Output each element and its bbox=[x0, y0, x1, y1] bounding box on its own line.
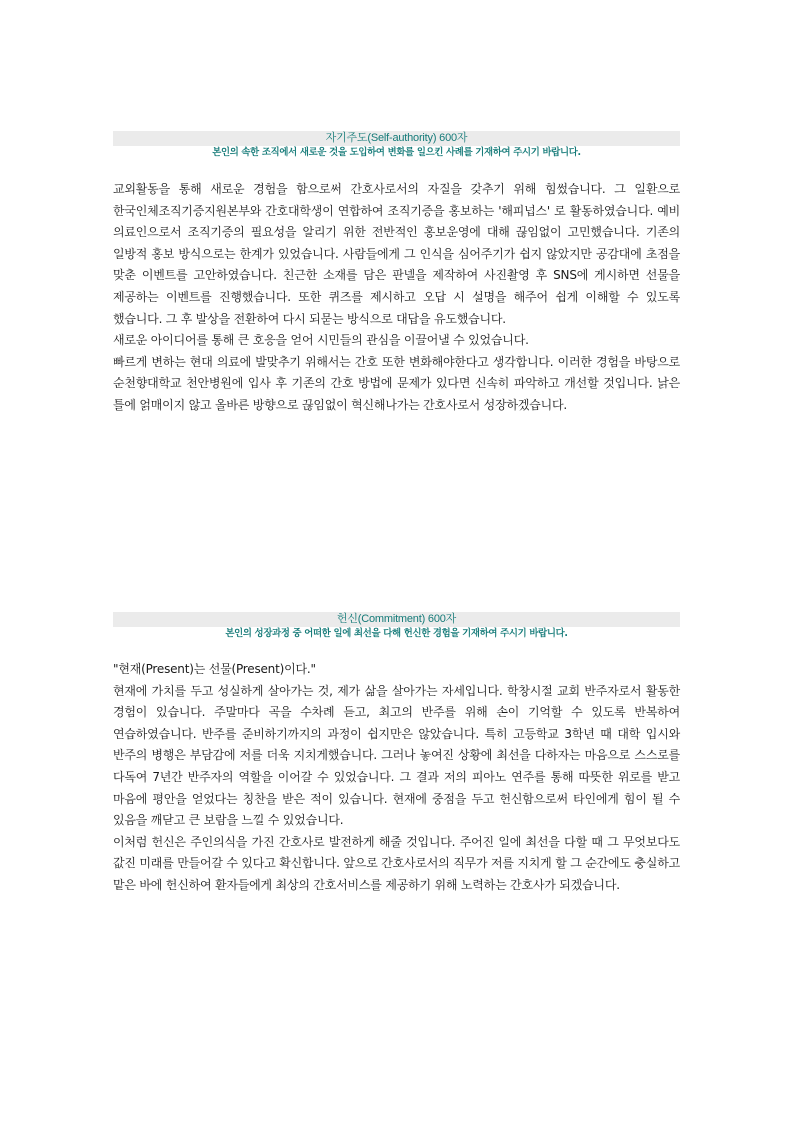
section-title: 자기주도(Self-authority) 600자 bbox=[113, 131, 680, 146]
answer-paragraph: 현재에 가치를 두고 성실하게 살아가는 것, 제가 삶을 살아가는 자세입니다. 학창시절 교회 반주자로서 활동한 경험이 있습니다. 주말마다 곡을 수차례 듣고, 최고의 반주를 위해 손이 기억할 수 있도록 반복하여 연습하였습니다. 반주를 준비하기까지의 과정이 쉽지만은 않았습니다. 특히 고등학교 3학년 때 대학 입시와 반주의 병행은 부담감에 저를 더욱 지치게했습니다. 그러나 놓여진 상황에 최선을 다하자는 마음으로 스스로를 다독여 7년간 반주자의 역할을 이어갈 수 있었습니다. 그 결과 저의 피아노 연주를 통해 따뜻한 위로를 받고 마음에 평안을 얻었다는 칭찬을 받은 적이 있습니다. 현재에 중점을 두고 헌신함으로써 타인에게 힘이 될 수 있음을 깨닫고 큰 보람을 느낄 수 있었습니다. bbox=[113, 683, 680, 828]
section-question: 본인의 속한 조직에서 새로운 것을 도입하여 변화를 일으킨 사례를 기재하여 주시기 바랍니다. bbox=[212, 147, 581, 158]
answer-paragraph: 교외활동을 통해 새로운 경험을 함으로써 간호사로서의 자질을 갖추기 위해 힘썼습니다. 그 일환으로 한국인체조직기증지원본부와 간호대학생이 연합하여 조직기증을 홍보하는 '해피넙스' 로 활동하였습니다. 예비 의료인으로서 조직기증의 필요성을 알리기 위한 전반적인 홍보운영에 대해 끊임없이 고민했습니다. 기존의 일방적 홍보 방식으로는 한계가 있었습니다. 사람들에게 그 인식을 심어주기가 쉽지 않았지만 공감대에 초점을 맞춘 이벤트를 고안하였습니다. 친근한 소재를 담은 판넬을 제작하여 사진촬영 후 SNS에 게시하면 선물을 제공하는 이벤트를 진행했습니다. 또한 퀴즈를 제시하고 오답 시 설명을 해주어 쉽게 이해할 수 있도록 했습니다. 그 후 발상을 전환하여 다시 되묻는 방식으로 대답을 유도했습니다. bbox=[113, 182, 680, 326]
section-question: 본인의 성장과정 중 어떠한 일에 최선을 다해 헌신한 경험을 기재하여 주시기 바랍니다. bbox=[225, 628, 568, 639]
answer-paragraph: 새로운 아이디어를 통해 큰 호응을 얻어 시민들의 관심을 이끌어낼 수 있었습니다. bbox=[113, 333, 529, 348]
answer-body bbox=[113, 659, 680, 897]
answer-body bbox=[113, 179, 680, 417]
section-self-authority bbox=[113, 131, 680, 417]
section-title: 헌신(Commitment) 600자 bbox=[113, 612, 680, 627]
answer-paragraph: 이처럼 헌신은 주인의식을 가진 간호사로 발전하게 해줄 것입니다. 주어진 일에 최선을 다할 때 그 무엇보다도 값진 미래를 만들어갈 수 있다고 확신합니다. 앞으로 간호사로서의 직무가 저를 지치게 할 그 순간에도 충실하고 맡은 바에 헌신하여 환자들에게 최상의 간호서비스를 제공하기 위해 노력하는 간호사가 되겠습니다. bbox=[113, 834, 680, 892]
answer-paragraph: "현재(Present)는 선물(Present)이다." bbox=[113, 662, 316, 676]
answer-paragraph: 빠르게 변하는 현대 의료에 발맞추기 위해서는 간호 또한 변화해야한다고 생각합니다. 이러한 경험을 바탕으로 순천향대학교 천안병원에 입사 후 기존의 간호 방법에 문제가 있다면 신속히 파악하고 개선할 것입니다. 낡은 틀에 얽매이지 않고 올바른 방향으로 끊임없이 혁신해나가는 간호사로서 성장하겠습니다. bbox=[113, 354, 680, 412]
section-commitment bbox=[113, 612, 680, 897]
